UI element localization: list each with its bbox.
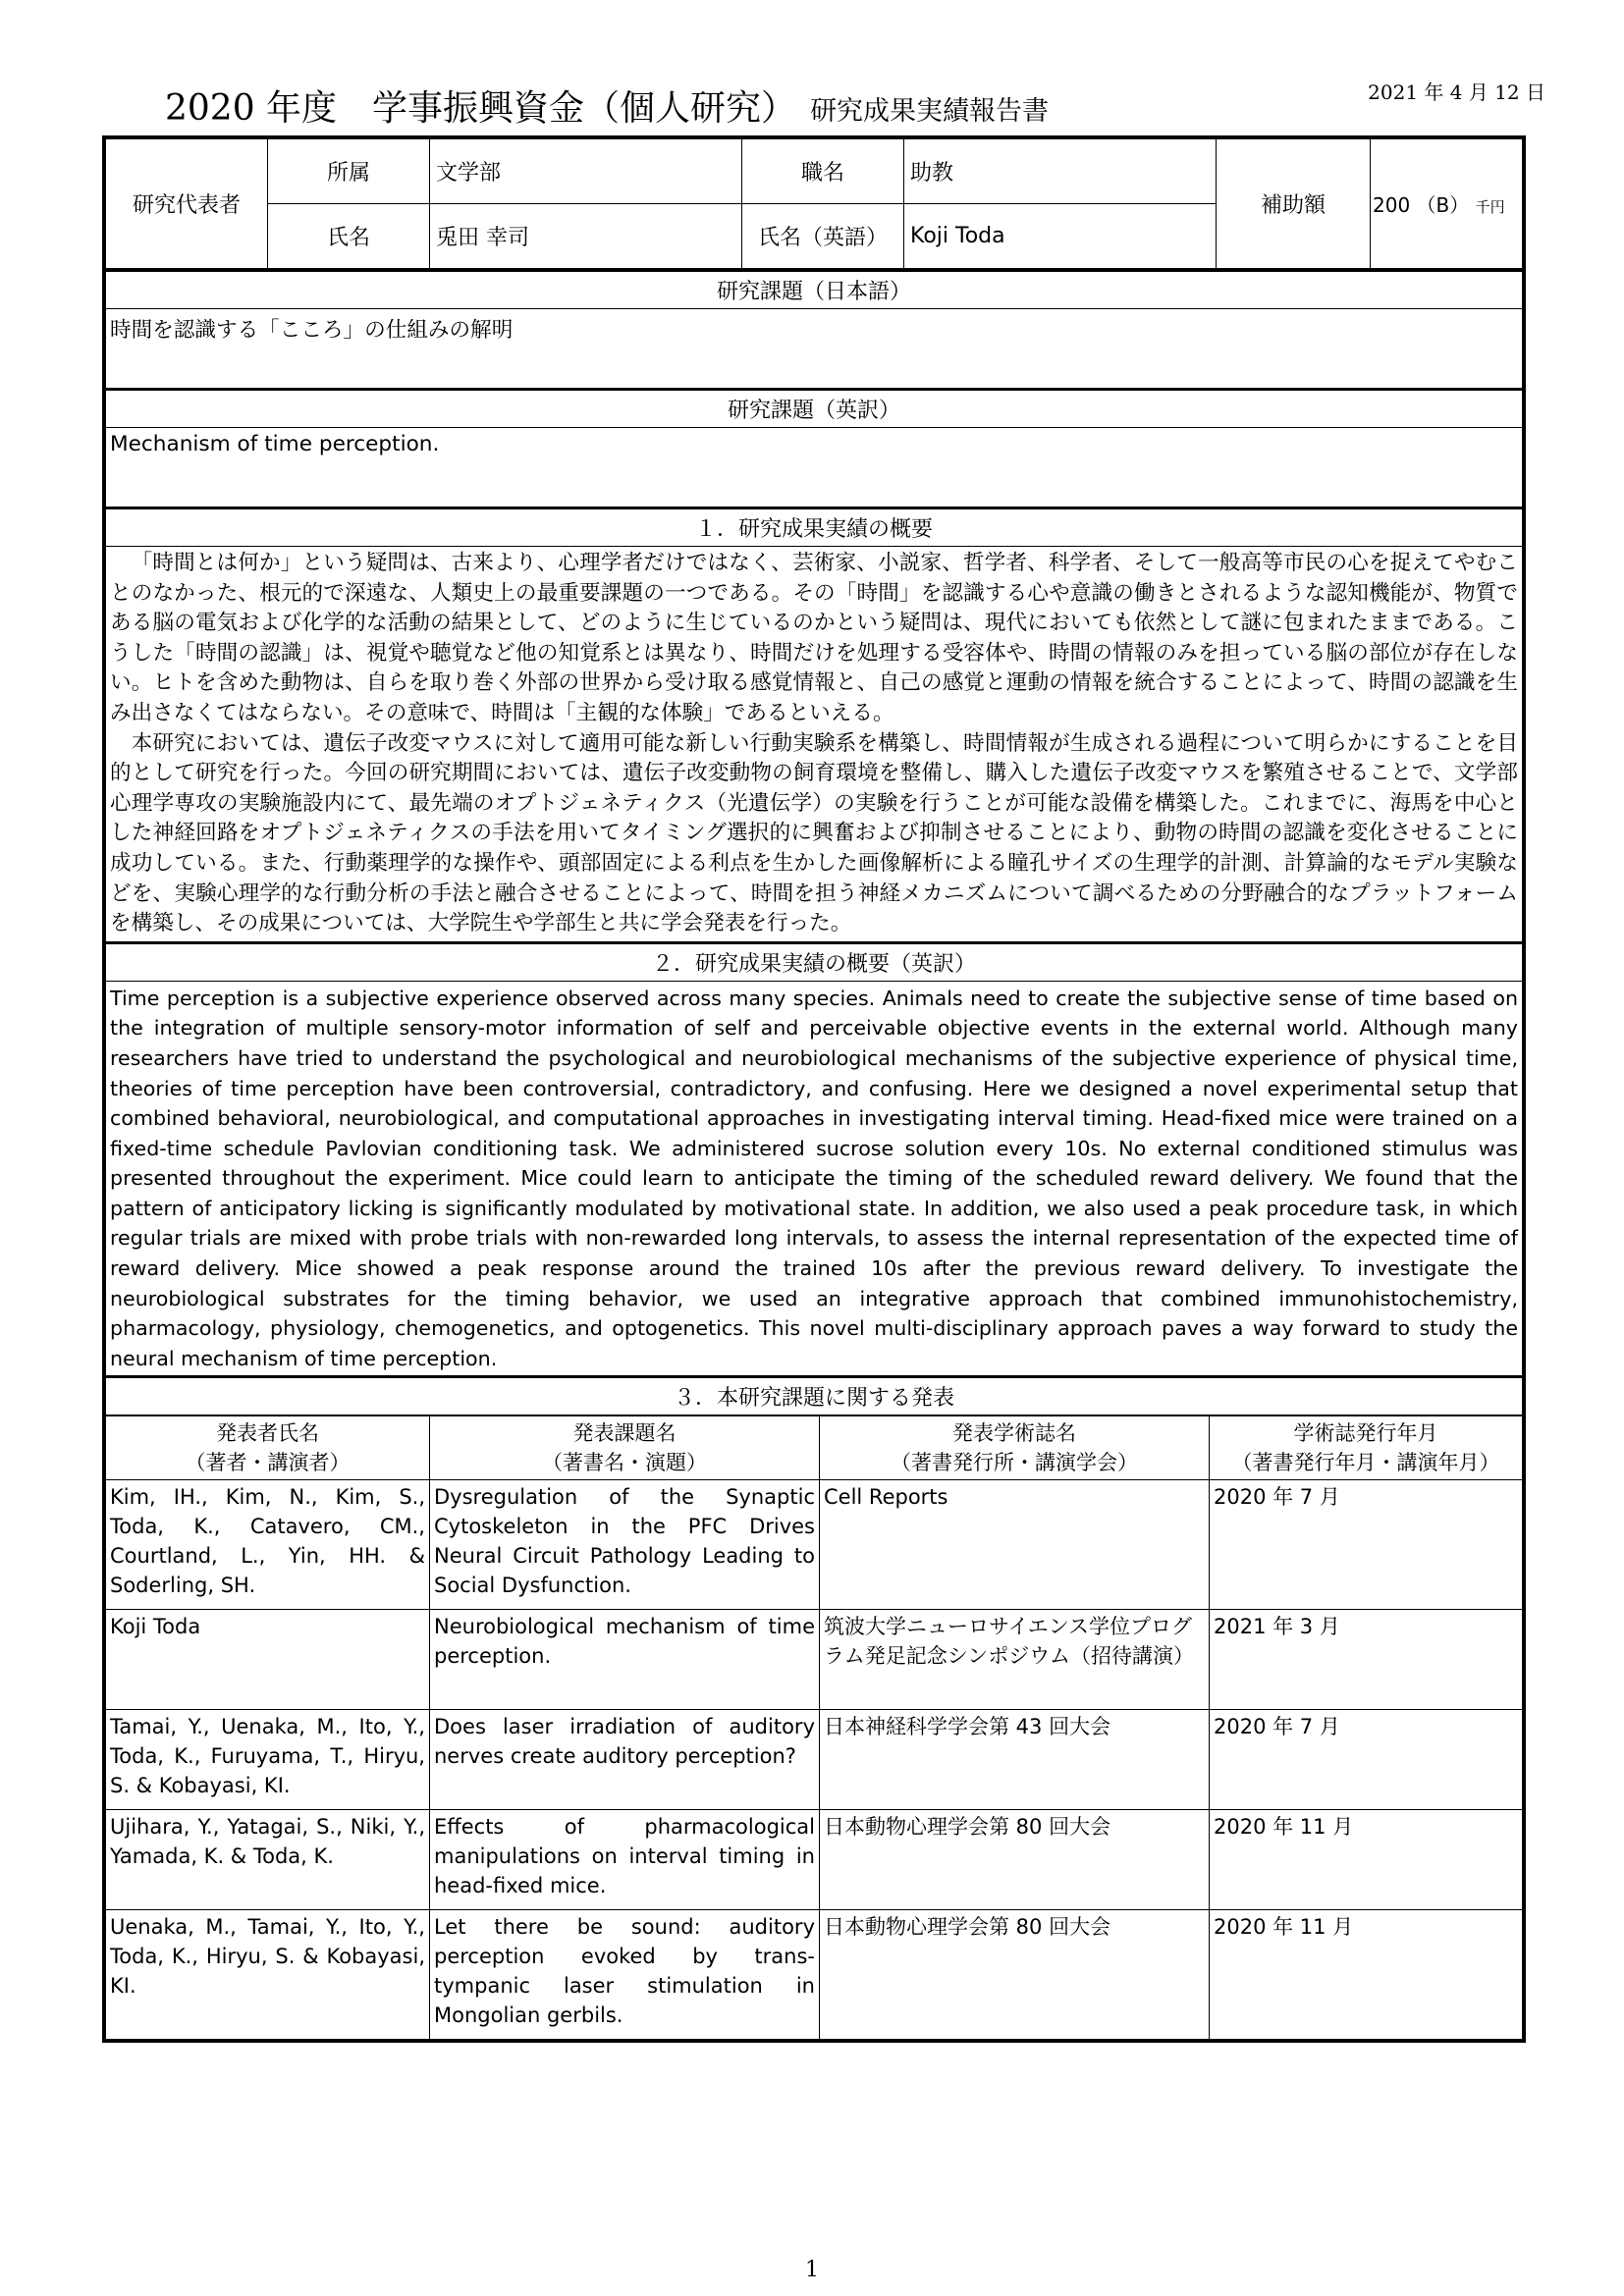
pub-col-date <box>1210 1416 1523 1480</box>
name-en-label: 氏名（英語） <box>742 204 904 269</box>
rep-label: 研究代表者 <box>106 139 268 269</box>
pub-date: 2020 年 7 月 <box>1210 1710 1523 1810</box>
pub-title: Does laser irradiation of auditory nerves create auditory perception? <box>430 1710 820 1810</box>
grant-amount: 200 （B） <box>1373 193 1470 217</box>
table-row <box>106 1810 1523 1910</box>
grant-value <box>1371 139 1523 269</box>
summary-jp-body <box>106 547 1523 943</box>
name-en-value: Koji Toda <box>904 204 1217 269</box>
publications-header: ３．本研究課題に関する発表 <box>106 1377 1523 1415</box>
summary-en-header: ２．研究成果実績の概要（英訳） <box>106 942 1523 981</box>
pub-col-venue-line1: 発表学術誌名 <box>952 1421 1076 1446</box>
publications-table <box>105 1415 1523 2040</box>
pub-col-title-line2: （著書名・演題） <box>542 1451 707 1475</box>
pub-date: 2020 年 7 月 <box>1210 1480 1523 1610</box>
table-row <box>106 1610 1523 1710</box>
summary-en-body: Time perception is a subjective experience observed across many species. Animals need to create the subjective sense of time based on the integration of multiple sensory-motor information of self and perceivable objective events in the external world. Although many researchers have tried to understand the psychological and neurobiological mechanisms of the subjective experience of physical time, theories of time perception have been controversial, contradictory, and confusing. Here we designed a novel experimental setup that combined behavioral, neurobiological, and computational approaches in investigating interval timing. Head-fixed mice were trained on a fixed-time schedule Pavlovian conditioning task. We administered sucrose solution every 10s. No external conditioned stimulus was presented throughout the experiment. Mice could learn to anticipate the timing of the scheduled reward delivery. We found that the pattern of anticipatory licking is significantly modulated by motivational state. In addition, we also used a peak procedure task, in which regular trials are mixed with probe trials with non-rewarded long intervals, to assess the internal representation of the expected time of reward delivery. Mice showed a peak response around the trained 10s after the previous reward delivery. To investigate the neurobiological substrates for the timing behavior, we used an integrative approach that combined immunohistochemistry, pharmacology, physiology, chemogenetics, and optogenetics. This novel multi-disciplinary approach paves a way forward to study the neural mechanism of time perception. <box>106 981 1523 1377</box>
name-label: 氏名 <box>268 204 430 269</box>
pub-title: Let there be sound: auditory perception evoked by trans-tympanic laser stimulation in Mongolian gerbils. <box>430 1910 820 2040</box>
pub-date: 2020 年 11 月 <box>1210 1910 1523 2040</box>
affiliation-value: 文学部 <box>430 139 742 204</box>
topic-jp-text: 時間を認識する「こころ」の仕組みの解明 <box>106 309 1523 390</box>
pub-col-title <box>430 1416 820 1480</box>
pub-title: Effects of pharmacological manipulations on interval timing in head-fixed mice. <box>430 1810 820 1910</box>
pub-col-venue <box>820 1416 1210 1480</box>
grant-unit: 千円 <box>1475 198 1505 216</box>
pub-col-venue-line2: （著書発行所・講演学会） <box>891 1451 1138 1475</box>
table-row <box>106 1480 1523 1610</box>
pub-authors: Ujihara, Y., Yatagai, S., Niki, Y., Yamada, K. & Toda, K. <box>106 1810 430 1910</box>
pub-title: Dysregulation of the Synaptic Cytoskeleton in the PFC Drives Neural Circuit Pathology Leading to Social Dysfunction. <box>430 1480 820 1610</box>
pub-authors: Koji Toda <box>106 1610 430 1710</box>
pub-venue: 日本動物心理学会第 80 回大会 <box>820 1910 1210 2040</box>
pub-col-authors-line2: （著者・講演者） <box>185 1451 351 1475</box>
table-row <box>106 1910 1523 2040</box>
position-value: 助教 <box>904 139 1217 204</box>
page-number: 1 <box>805 2258 819 2282</box>
pub-col-title-line1: 発表課題名 <box>572 1421 677 1446</box>
pub-authors: Tamai, Y., Uenaka, M., Ito, Y., Toda, K., Furuyama, T., Hiryu, S. & Kobayasi, KI. <box>106 1710 430 1810</box>
pub-authors: Uenaka, M., Tamai, Y., Ito, Y., Toda, K., Hiryu, S. & Kobayasi, KI. <box>106 1910 430 2040</box>
pub-date: 2020 年 11 月 <box>1210 1810 1523 1910</box>
pub-venue: 日本神経科学学会第 43 回大会 <box>820 1710 1210 1810</box>
pub-venue: Cell Reports <box>820 1480 1210 1610</box>
pub-date: 2021 年 3 月 <box>1210 1610 1523 1710</box>
topic-en-text: Mechanism of time perception. <box>106 428 1523 508</box>
pub-col-authors <box>106 1416 430 1480</box>
title-main: 2020 年度 学事振興資金（個人研究） <box>165 88 797 129</box>
pub-venue: 筑波大学ニューロサイエンス学位プログラム発足記念シンポジウム（招待講演） <box>820 1610 1210 1710</box>
pub-col-date-line2: （著書発行年月・講演年月） <box>1231 1451 1500 1475</box>
pub-col-authors-line1: 発表者氏名 <box>216 1421 319 1446</box>
sections-table <box>105 269 1523 1415</box>
info-table <box>105 138 1523 269</box>
pub-col-date-line1: 学術誌発行年月 <box>1293 1421 1438 1446</box>
pub-title: Neurobiological mechanism of time perception. <box>430 1610 820 1710</box>
topic-en-header: 研究課題（英訳） <box>106 390 1523 428</box>
pub-venue: 日本動物心理学会第 80 回大会 <box>820 1810 1210 1910</box>
name-value: 兎田 幸司 <box>430 204 742 269</box>
grant-label: 補助額 <box>1217 139 1371 269</box>
affiliation-label: 所属 <box>268 139 430 204</box>
summary-jp-paragraph-1: 「時間とは何か」という疑問は、古来より、心理学者だけではなく、芸術家、小説家、哲学者、科学者、そして一般高等市民の心を捉えてやむことのなかった、根元的で深遠な、人類史上の最重要課題の一つである。その「時間」を認識する心や意識の働きとされるような認知機能が、物質である脳の電気および化学的な活動の結果として、どのように生じているのかという疑問は、現代においても依然として謎に包まれたままである。こうした「時間の認識」は、視覚や聴覚など他の知覚系とは異なり、時間だけを処理する受容体や、時間の情報のみを担っている脳の部位が存在しない。ヒトを含めた動物は、自らを取り巻く外部の世界から受け取る感覚情報と、自己の感覚と運動の情報を統合することによって、時間の認識を生み出さなくてはならない。その意味で、時間は「主観的な体験」であるといえる。 <box>110 551 1518 725</box>
summary-jp-paragraph-2: 本研究においては、遺伝子改変マウスに対して適用可能な新しい行動実験系を構築し、時間情報が生成される過程について明らかにすることを目的として研究を行った。今回の研究期間においては、遺伝子改変動物の飼育環境を整備し、購入した遺伝子改変マウスを繁殖させることで、文学部心理学専攻の実験施設内にて、最先端のオプトジェネティクス（光遺伝学）の実験を行うことが可能な設備を構築した。これまでに、海馬を中心とした神経回路をオプトジェネティクスの手法を用いてタイミング選択的に興奮および抑制させることにより、動物の時間の認識を変化させることに成功している。また、行動薬理学的な操作や、頭部固定による利点を生かした画像解析による瞳孔サイズの生理学的計測、計算論的なモデル実験などを、実験心理学的な行動分析の手法と融合させることによって、時間を担う神経メカニズムについて調べるための分野融合的なプラットフォームを構築し、その成果については、大学院生や学部生と共に学会発表を行った。 <box>110 730 1518 936</box>
report-date: 2021 年 4 月 12 日 <box>1368 80 1545 104</box>
summary-jp-header: １．研究成果実績の概要 <box>106 508 1523 547</box>
page-title <box>165 80 1049 131</box>
pub-authors: Kim, IH., Kim, N., Kim, S., Toda, K., Catavero, CM., Courtland, L., Yin, HH. & Soderling, SH. <box>106 1480 430 1610</box>
topic-jp-header: 研究課題（日本語） <box>106 271 1523 309</box>
title-sub: 研究成果実績報告書 <box>810 96 1050 127</box>
table-row <box>106 1710 1523 1810</box>
report-form <box>102 135 1526 2043</box>
position-label: 職名 <box>742 139 904 204</box>
